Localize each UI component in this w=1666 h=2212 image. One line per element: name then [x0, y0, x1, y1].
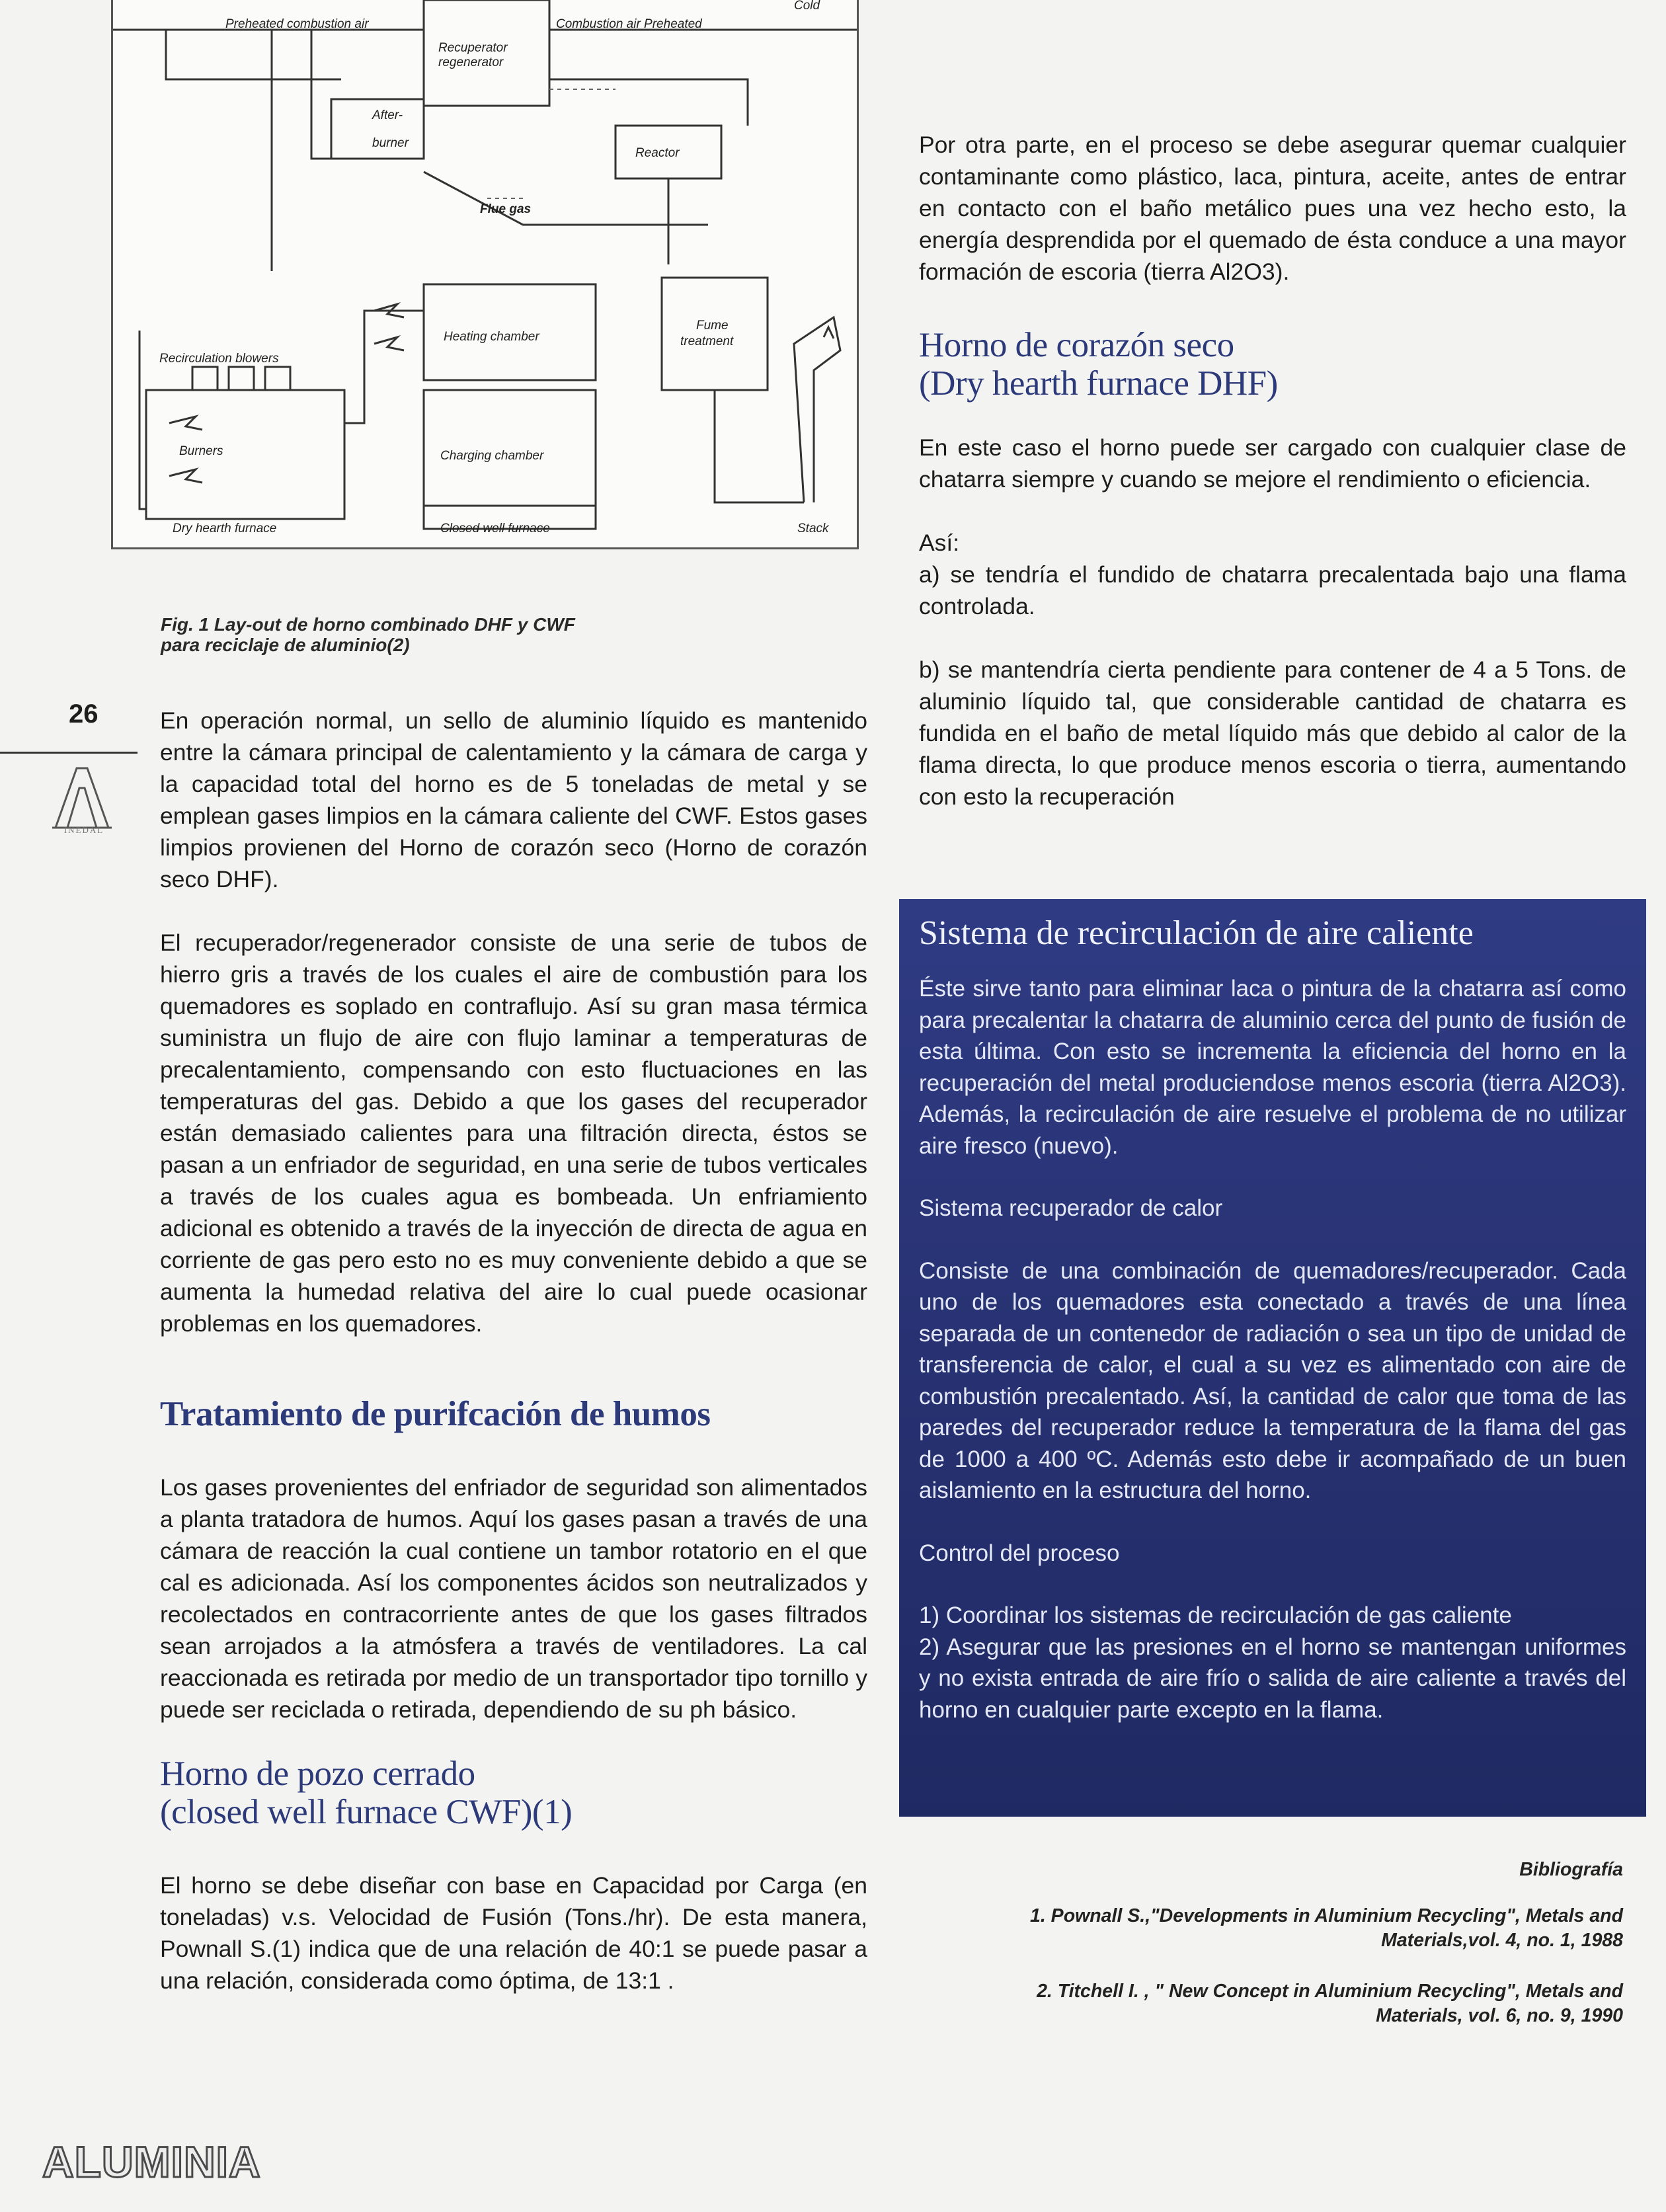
- heading-horno-pozo-cerrado-line-1: Horno de pozo cerrado: [160, 1755, 475, 1793]
- left-paragraph-4: El horno se debe diseñar con base en Capacidad por Carga (en toneladas) v.s. Velocidad de Fusión (Tons./hr). De esta manera, Pownall S.(1) indica que de una relación de 40:1 se puede pasar a una relación, considerada como óptima, de 13:1 .: [160, 1872, 867, 1994]
- label-heating-chamber: Heating chamber: [444, 330, 539, 344]
- sidebar-box-recirculacion: [899, 899, 1646, 1817]
- label-cold: Cold: [794, 0, 820, 13]
- bibliography-ref-1-line-2: Materials,vol. 4, no. 1, 1988: [1381, 1930, 1623, 1951]
- left-paragraph-1: En operación normal, un sello de aluminio líquido es mantenido entre la cámara principal de calentamiento y la cámara de carga y la capacidad total del horno es de 5 toneladas de metal y se emplean gases limpios en la cámara caliente del CWF. Estos gases limpios provienen del Horno de corazón seco (Horno de corazón seco DHF).: [160, 707, 867, 892]
- box-paragraph-2: Consiste de una combinación de quemadores/recuperador. Cada uno de los quemadores esta conectado a través de una línea separada de un contenedor de radiación o sea un tipo de unidad de transferencia de calor, el cual a su vez es alimentado con aire de combustión precalentado. Así, la cantidad de calor que toma de las paredes del recuperador reduce la temperatura de la flama del gas de 1000 a 400 ºC. Además esto debe ir acompañado de un buen aislamiento en la estructura del horno.: [919, 1257, 1626, 1503]
- right-column: [919, 129, 1626, 812]
- brand-logo-text: ALUMINIA: [42, 2137, 261, 2186]
- label-preheated-combustion-air: Preheated combustion air: [225, 17, 369, 31]
- box-paragraph-1: Éste sirve tanto para eliminar laca o pintura de la chatarra así como para precalentar la chatarra de aluminio cerca del punto de fusión de esta última. Con esto se incrementa la eficiencia del horno en la recuperación del metal produciendose menos escoria (tierra Al2O3). Además, la recirculación de aire resuelve el problema de no utilizar aire fresco (nuevo).: [919, 976, 1626, 1159]
- right-paragraph-3-line-2: a) se tendría el fundido de chatarra precalentada bajo una flama controlada.: [919, 561, 1626, 619]
- right-paragraph-1: Por otra parte, en el proceso se debe asegurar quemar cualquier contaminante como plástico, laca, pintura, aceite, antes de entrar en contacto con el baño metálico pues una vez hecho esto, la energía desprendida por el quemado de ésta conduce a una mayor formación de escoria (tierra Al2O3).: [919, 132, 1626, 285]
- label-after-burner-2: burner: [372, 136, 409, 150]
- label-reactor: Reactor: [635, 146, 680, 160]
- bibliography-title: Bibliografía: [1519, 1859, 1623, 1880]
- label-stack: Stack: [797, 522, 829, 535]
- bibliography-ref-1-line-1: 1. Pownall S.,"Developments in Aluminium Recycling", Metals and: [1030, 1905, 1623, 1926]
- label-flue-gas: Flue gas: [480, 202, 532, 216]
- inedal-logo-icon: [49, 762, 115, 834]
- left-column: [160, 705, 867, 1996]
- heading-horno-corazon-seco-line-2: (Dry hearth furnace DHF): [919, 364, 1278, 403]
- side-logo-text: INEDAL: [63, 825, 104, 835]
- figure-diagram: [111, 0, 859, 549]
- box-subheading-1: Sistema recuperador de calor: [919, 1195, 1223, 1221]
- heading-purificacion-humos: Tratamiento de purifcación de humos: [160, 1395, 711, 1433]
- left-paragraph-3: Los gases provenientes del enfriador de seguridad son alimentados a planta tratadora de humos. Aquí los gases pasan a través de una cámara de reacción la cual contiene un tambor rotatorio en el que cal es adicionada. Así los componentes ácidos son neutralizados y recolectados en contracorriente antes de que los gases filtrados sean arrojados a la atmósfera a través de ventiladores. La cal reaccionada es retirada por medio de un transportador tipo tornillo y puede ser reciclada o retirada, dependiendo de su ph básico.: [160, 1474, 867, 1723]
- label-regenerator: regenerator: [438, 56, 504, 69]
- heading-horno-corazon-seco: [919, 326, 1626, 403]
- figure-caption: [161, 614, 690, 655]
- right-paragraph-2: En este caso el horno puede ser cargado con cualquier clase de chatarra siempre y cuando se mejore el rendimiento o eficiencia.: [919, 434, 1626, 493]
- label-burners: Burners: [179, 444, 223, 458]
- heading-horno-corazon-seco-line-1: Horno de corazón seco: [919, 326, 1234, 364]
- left-paragraph-2: El recuperador/regenerador consiste de una serie de tubos de hierro gris a través de los cuales el aire de combustión para los quemadores es soplado en contraflujo. Así su gran masa térmica suministra un flujo de aire con flujo laminar a temperaturas de precalentamiento, compensando con esto fluctuaciones en las temperaturas del gas. Debido a que los gases del recuperador están demasiado calientes para una filtración directa, éstos se pasan a un enfriador de seguridad, en una serie de tubos verticales a través de los cuales agua es bombeada. Un enfriamiento adicional es obtenido a través de la inyección de directa de agua en corriente de gas pero esto no es muy conveniente debido a que se aumenta la humedad relativa del aire lo cual puede ocasionar problemas en los quemadores.: [160, 929, 867, 1337]
- heading-horno-pozo-cerrado: [160, 1755, 867, 1831]
- right-paragraph-3: [919, 527, 1626, 622]
- caption-line-2: para reciclaje de aluminio(2): [161, 635, 410, 655]
- caption-line-1: Fig. 1 Lay-out de horno combinado DHF y CWF: [161, 614, 575, 635]
- bibliography-ref-2-line-1: 2. Titchell I. , " New Concept in Aluminium Recycling", Metals and: [1037, 1981, 1623, 2002]
- page-number: 26: [69, 699, 99, 729]
- box-item-1: 1) Coordinar los sistemas de recirculación de gas caliente: [919, 1602, 1512, 1628]
- label-fume-2: treatment: [680, 335, 734, 348]
- right-paragraph-4: b) se mantendría cierta pendiente para contener de 4 a 5 Tons. de aluminio líquido tal, que considerable cantidad de chatarra es fundida en el baño de metal líquido más que debido al calor de la flama directa, lo que produce menos escoria o tierra, aumentando con esto la recuperación: [919, 656, 1626, 810]
- furnace-layout-diagram: [113, 0, 857, 547]
- label-fume-1: Fume: [696, 319, 729, 333]
- box-item-2: 2) Asegurar que las presiones en el horno se mantengan uniformes y no exista entrada de aire frío o salida de aire caliente a través del horno en cualquier parte excepto en la flama.: [919, 1634, 1626, 1723]
- bibliography: [919, 1858, 1623, 2028]
- label-recirculation-blowers: Recirculation blowers: [159, 352, 279, 366]
- label-dry-hearth-furnace: Dry hearth furnace: [173, 522, 277, 535]
- bibliography-ref-1: [919, 1904, 1623, 1953]
- label-after-burner-1: After-: [372, 108, 403, 122]
- bibliography-ref-2: [919, 1979, 1623, 2028]
- right-paragraph-3-line-1: Así:: [919, 530, 960, 556]
- heading-horno-pozo-cerrado-line-2: (closed well furnace CWF)(1): [160, 1793, 573, 1831]
- box-title: Sistema de recirculación de aire caliente: [919, 914, 1474, 952]
- label-recuperator: Recuperator: [438, 41, 508, 55]
- label-closed-well-furnace: Closed well furnace: [440, 522, 550, 535]
- page-number-rule: [0, 752, 138, 754]
- box-subheading-2: Control del proceso: [919, 1540, 1120, 1566]
- label-combustion-air-preheated: Combustion air Preheated: [556, 17, 702, 31]
- label-charging-chamber: Charging chamber: [440, 449, 544, 463]
- bibliography-ref-2-line-2: Materials, vol. 6, no. 9, 1990: [1376, 2005, 1623, 2026]
